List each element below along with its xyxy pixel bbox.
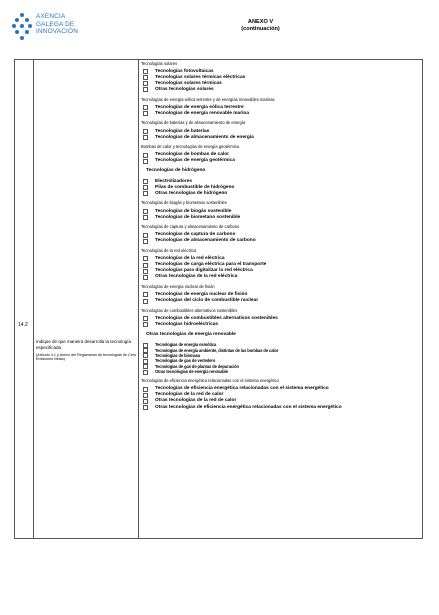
checkbox-label: Tecnologías fotovoltaicas: [155, 68, 214, 74]
checkbox[interactable]: [143, 135, 148, 140]
checkbox[interactable]: [143, 81, 148, 86]
checkbox-option[interactable]: [143, 185, 234, 191]
checkbox[interactable]: [143, 87, 148, 92]
column-divider: [33, 60, 34, 538]
checkbox-label: Tecnologías de combustibles alternativos sostenibles: [155, 315, 278, 321]
checkbox-option[interactable]: [143, 179, 192, 185]
checkbox-label: Tecnologías de energía osmótica: [155, 342, 217, 348]
row-number: 14.2: [18, 322, 28, 328]
annex-subtitle: (continuación): [241, 26, 280, 32]
checkbox-label: Tecnologías de gas de vertedero: [155, 358, 216, 364]
checkbox[interactable]: [143, 399, 148, 404]
checkbox[interactable]: [143, 387, 148, 392]
checkbox[interactable]: [143, 239, 148, 244]
checkbox-label: Tecnologías del ciclo de combustible nuclear: [155, 298, 259, 304]
group-heading: Tecnologías de hidrógeno: [146, 167, 206, 173]
checkbox-label: Tecnologías de energía nuclear de fisión: [155, 292, 248, 298]
group-heading: Otras tecnologías de energía renovable: [146, 331, 236, 337]
checkbox-label: Tecnologías de energía renovable marina: [155, 110, 250, 116]
checkbox-label: Tecnologías hidroeléctricas: [155, 322, 219, 327]
checkbox-option[interactable]: [143, 69, 214, 75]
checkbox-label: Tecnologías de biometano sostenible: [155, 214, 241, 220]
checkbox[interactable]: [143, 256, 148, 261]
checkbox-option[interactable]: [143, 322, 218, 328]
checkbox[interactable]: [143, 299, 148, 304]
checkbox-label: Tecnologías de biogás sostenible: [155, 208, 232, 214]
checkbox-label: Tecnologías de biomasa: [155, 353, 201, 358]
annex-title: ANEXO V: [247, 19, 274, 25]
group-heading: Tecnologías de baterías y de almacenamiento de energía: [141, 120, 246, 126]
checkbox[interactable]: [143, 263, 148, 268]
checkbox-label: Tecnologías para digitalizar la red eléctrica: [155, 268, 253, 274]
checkbox-label: Tecnologías de almacenamiento de carbono: [155, 238, 256, 244]
question-text: Indique de que maneira desarrolla la tecnología especificada: [36, 339, 132, 350]
checkbox-label: Tecnologías de eficiencia energética relacionadas con el sistema energético: [155, 386, 329, 392]
checkbox[interactable]: [143, 209, 148, 214]
checkbox[interactable]: [143, 153, 148, 158]
group-heading: Tecnologías de energía nuclear de fisión: [141, 283, 215, 289]
checkbox[interactable]: [143, 269, 148, 274]
group-heading: Tecnologías de la red eléctrica: [141, 247, 197, 253]
annex-header: [0, 19, 439, 33]
checkbox[interactable]: [143, 129, 148, 134]
checkbox[interactable]: [143, 316, 148, 321]
question-cell: [36, 339, 142, 362]
checkbox-label: Tecnologías de la red eléctrica: [155, 256, 225, 262]
checkbox-label: Tecnologías de baterías: [155, 128, 210, 134]
checkbox[interactable]: [143, 185, 148, 190]
checkbox[interactable]: [143, 159, 148, 164]
checkbox-option[interactable]: [143, 209, 231, 215]
question-reference: (Artículo 4.1 y Anexo del Reglamento de tecnologías de Cero Emisiones Netas): [36, 353, 137, 362]
checkbox[interactable]: [143, 111, 148, 116]
checkbox-option[interactable]: [143, 274, 237, 280]
checkbox[interactable]: [143, 191, 148, 196]
checkbox-label: Tecnologías de gas de plantas de depuración: [155, 363, 239, 369]
checkbox-option[interactable]: [143, 87, 214, 93]
checkbox-label: Tecnologías de energía geotérmica: [155, 158, 235, 164]
checkbox-option[interactable]: [143, 81, 222, 87]
group-heading: Tecnologías de combustibles alternativos sostenibles: [141, 307, 238, 313]
checkbox-label: Tecnologías de almacenamiento de energía: [155, 134, 254, 140]
checkbox-label: Tecnologías de energía eólica terrestre: [155, 104, 244, 110]
checkbox-option[interactable]: [143, 75, 245, 81]
checkbox-option[interactable]: [143, 105, 244, 111]
checkbox[interactable]: [143, 393, 148, 398]
group-heading: Tecnologías de eficiencia energética relacionadas con el sistema energético: [141, 378, 279, 383]
checkbox-label: Tecnologías de energía ambiente, distintas de las bombas de calor: [155, 347, 279, 353]
checkbox-label: Tecnologías solares térmicas: [155, 80, 222, 86]
checkbox-label: Otras tecnologías de la red eléctrica: [155, 274, 238, 280]
checkbox-option[interactable]: [143, 316, 278, 322]
form-table: [14, 59, 423, 539]
checkbox-option[interactable]: [143, 405, 342, 411]
checkbox-option[interactable]: [143, 111, 249, 117]
checkbox-label: Tecnologías solares térmicas eléctricas: [155, 74, 246, 80]
checkbox-option[interactable]: [143, 298, 258, 304]
checkbox[interactable]: [143, 405, 148, 410]
group-heading: Bombas de calor y tecnologías de energía geotérmica: [141, 144, 240, 150]
checkbox-label: Pilas de combustible de hidrógeno: [155, 184, 235, 190]
checkbox-option[interactable]: [143, 398, 236, 404]
checkbox[interactable]: [143, 370, 148, 375]
checkbox-label: Otras tecnologías de hidrógeno: [155, 190, 228, 196]
checkbox-label: Tecnologías de carga eléctrica para el transporte: [155, 262, 267, 268]
checkbox-label: Otras tecnologías solares: [155, 87, 214, 92]
checkbox-option[interactable]: [143, 129, 209, 135]
checkbox-option[interactable]: [143, 191, 227, 197]
checkbox[interactable]: [143, 179, 148, 184]
checkbox-option[interactable]: [143, 369, 228, 375]
checkbox-option[interactable]: [143, 135, 254, 141]
checkbox[interactable]: [143, 69, 148, 74]
group-heading: Tecnologías de energía eólica terrestre y de energías renovables marinas: [141, 96, 275, 102]
checkbox-option[interactable]: [143, 238, 256, 244]
checkbox[interactable]: [143, 275, 148, 280]
group-heading: Tecnologías de captura y almacenamiento de carbono: [141, 224, 240, 230]
checkbox[interactable]: [143, 292, 148, 297]
checkbox-option[interactable]: [143, 215, 240, 221]
checkbox[interactable]: [143, 75, 148, 80]
column-divider: [138, 60, 139, 538]
logo-text: AXENCIA GALEGA DE INNOVACIÓN: [36, 13, 79, 36]
checkbox-label: Tecnologías de captura de carbono: [155, 232, 236, 238]
checkbox-label: Otras tecnologías de energía renovable: [155, 369, 228, 375]
checkbox-label: Otras tecnologías de eficiencia energética relacionadas con el sistema energético: [155, 404, 342, 410]
checkbox[interactable]: [143, 215, 148, 220]
checkbox-option[interactable]: [143, 158, 235, 164]
checkbox[interactable]: [143, 322, 148, 327]
checkbox[interactable]: [143, 233, 148, 238]
checkbox-label: Tecnologías de la red de calor: [155, 392, 224, 398]
checkbox-label: Tecnologías de bombas de calor: [155, 152, 230, 158]
checkbox-label: Otras tecnologías de la red de calor: [155, 398, 237, 404]
group-heading: Tecnologías solares: [141, 60, 178, 66]
checkbox-label: Electrolizadores: [155, 178, 193, 184]
checkbox[interactable]: [143, 105, 148, 110]
group-heading: Tecnologías de biogás y biometano sostenibles: [141, 200, 227, 206]
